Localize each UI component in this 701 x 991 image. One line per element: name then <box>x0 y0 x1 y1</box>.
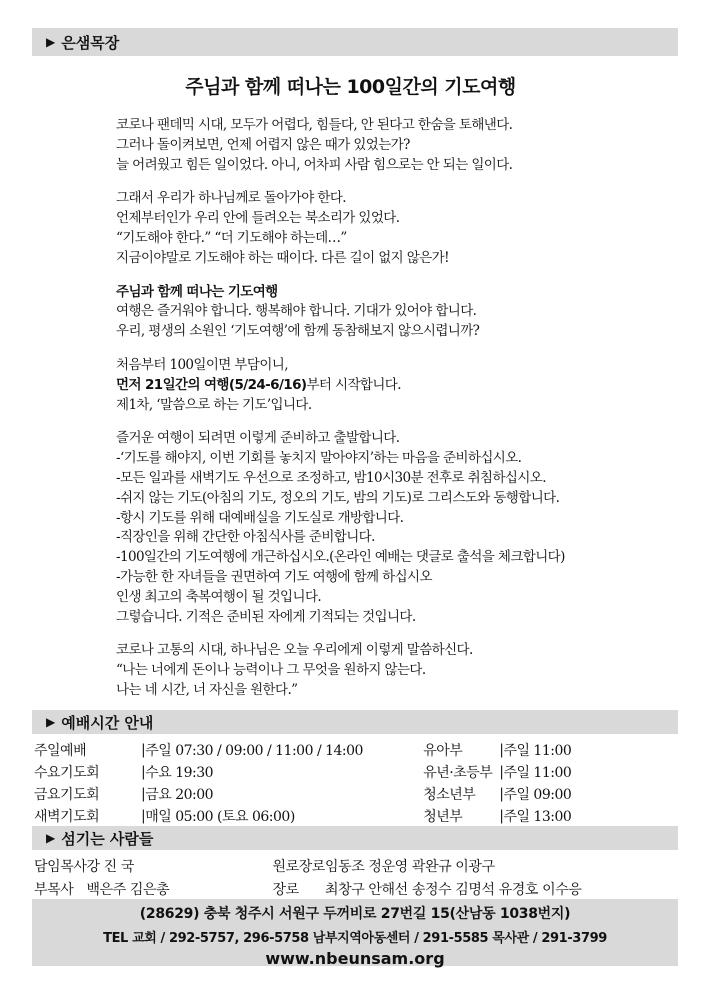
text-line: 그래서 우리가 하나님께로 돌아가야 한다. <box>116 190 346 207</box>
text-line: 인생 최고의 축복여행이 될 것입니다. <box>116 588 322 605</box>
service-time: 주일 07:30 / 09:00 / 11:00 / 14:00 <box>145 743 363 759</box>
footer-contact <box>32 899 678 966</box>
paragraph-4 <box>116 356 576 415</box>
church-address: (28629) 충북 청주시 서원구 두꺼비로 27번길 15(산남동 1038번지) <box>139 906 571 922</box>
divider: | <box>499 808 504 824</box>
text-line: -모든 일과를 새벽기도 우선으로 조정하고, 밤10시30분 전후로 취침하십시오. <box>116 469 546 486</box>
section-header-label: 예배시간 안내 <box>61 713 154 732</box>
triangle-right-icon: ▶ <box>46 35 56 49</box>
website-link[interactable]: www.nbeunsam.org <box>265 949 445 968</box>
paragraph-1 <box>116 116 576 175</box>
table-row <box>34 783 571 805</box>
text-line: -가능한 한 자녀들을 권면하여 기도 여행에 함께 하십시오 <box>116 568 432 585</box>
service-time: 주일 13:00 <box>503 809 572 825</box>
paragraph-3 <box>116 283 576 342</box>
staff-role: 장로 <box>272 881 299 898</box>
triangle-right-icon: ▶ <box>46 831 56 845</box>
text-line: -100일간의 기도여행에 개근하십시오.(온라인 예배는 댓글로 출석을 체크합니다) <box>116 549 565 566</box>
paragraph-5 <box>116 429 576 627</box>
service-name: 수요기도회 <box>34 765 100 781</box>
divider: | <box>141 808 146 824</box>
service-time: 매일 05:00 (토요 06:00) <box>145 809 295 825</box>
text-line: 코로나 팬데믹 시대, 모두가 어렵다, 힘들다, 안 된다고 한숨을 토해낸다. <box>116 117 513 133</box>
text-line: 여행은 즐거워야 합니다. 행복해야 합니다. 기대가 있어야 합니다. <box>116 303 477 320</box>
text-line: 즐거운 여행이 되려면 이렇게 준비하고 출발합니다. <box>116 430 400 447</box>
divider: | <box>499 742 504 758</box>
text-line: -‘기도를 해야지, 이번 기회를 놓치지 말아야지’하는 마음을 준비하십시오. <box>116 450 522 467</box>
article-body <box>116 116 576 715</box>
service-times-table <box>34 739 571 827</box>
paragraph-6 <box>116 641 576 700</box>
service-time: 주일 11:00 <box>503 765 572 781</box>
section-header-people <box>32 826 678 850</box>
text-line: 제1차, ‘말씀으로 하는 기도’입니다. <box>116 396 312 413</box>
service-time: 주일 09:00 <box>503 787 572 803</box>
text-line: 그렇습니다. 기적은 준비된 자에게 기적되는 것입니다. <box>116 608 416 625</box>
table-row <box>34 739 571 761</box>
table-row <box>34 761 571 783</box>
staff-role: 담임목사 <box>34 858 87 875</box>
text-line: 지금이야말로 기도해야 하는 때이다. 다른 길이 없지 않은가! <box>116 249 449 266</box>
service-name: 유아부 <box>423 743 463 759</box>
divider: | <box>499 764 504 780</box>
text-line: 처음부터 100일이면 부담이니, <box>116 356 288 373</box>
divider: | <box>141 764 146 780</box>
text-line: 그러나 돌이켜보면, 언제 어렵지 않은 때가 있었는가? <box>116 136 410 153</box>
text-line: 언제부터인가 우리 안에 들려오는 북소리가 있었다. <box>116 210 400 227</box>
table-row <box>34 805 571 827</box>
service-name: 주일예배 <box>34 743 87 759</box>
staff-role: 원로장로 <box>272 858 325 875</box>
text-line: -항시 기도를 위해 대예배실을 기도실로 개방합니다. <box>116 509 404 526</box>
staff-names: 강 진 국 <box>86 858 134 875</box>
paragraph-2 <box>116 189 576 268</box>
text-line: -직장인을 위해 간단한 아침식사를 준비합니다. <box>116 529 375 546</box>
table-row <box>34 877 581 900</box>
table-row <box>34 854 581 877</box>
service-name: 유년·초등부 <box>423 765 493 781</box>
text-line: 나는 네 시간, 너 자신을 원한다.” <box>116 681 298 698</box>
text-line: 우리, 평생의 소원인 ‘기도여행’에 함께 동참해보지 않으시렵니까? <box>116 323 480 340</box>
text-span: 부터 시작합니다. <box>306 376 401 393</box>
service-name: 청년부 <box>423 809 463 825</box>
section-header-label: 은샘목장 <box>61 33 120 52</box>
service-name: 금요기도회 <box>34 787 100 803</box>
service-name: 새벽기도회 <box>34 809 100 825</box>
divider: | <box>499 786 504 802</box>
bold-text: 먼저 21일간의 여행(5/24-6/16) <box>116 376 307 393</box>
staff-names: 백은주 김은총 <box>86 881 170 898</box>
text-line: “기도해야 한다.” “더 기도해야 하는데…” <box>116 229 347 246</box>
staff-role: 부목사 <box>34 881 74 898</box>
section-header-label: 섬기는 사람들 <box>61 829 154 848</box>
subheading: 주님과 함께 떠나는 기도여행 <box>116 283 278 300</box>
divider: | <box>141 786 146 802</box>
text-line: 늘 어려웠고 힘든 일이었다. 아니, 어차피 사람 힘으로는 안 되는 일이다. <box>116 156 513 173</box>
text-line: “나는 너에게 돈이나 능력이나 그 무엇을 원하지 않는다. <box>116 662 426 679</box>
text-line <box>116 376 576 396</box>
staff-names: 최창구 안해선 송정수 김명석 유경호 이수응 <box>325 881 582 898</box>
service-time: 수요 19:30 <box>145 765 214 781</box>
service-time: 주일 11:00 <box>503 743 572 759</box>
triangle-right-icon: ▶ <box>46 715 56 729</box>
service-name: 청소년부 <box>423 787 476 803</box>
text-line: 코로나 고통의 시대, 하나님은 오늘 우리에게 이렇게 말씀하신다. <box>116 642 473 659</box>
page-title: 주님과 함께 떠나는 100일간의 기도여행 <box>185 76 516 98</box>
staff-table <box>34 854 581 900</box>
text-line: -쉬지 않는 기도(아침의 기도, 정오의 기도, 밤의 기도)로 그리스도와 동행합니다. <box>116 489 560 506</box>
phone-numbers: TEL 교회 / 292-5757, 296-5758 남부지역아동센터 / 291-5585 목사관 / 291-3799 <box>103 931 607 946</box>
section-header-eunsaem <box>32 28 678 56</box>
section-header-services <box>32 710 678 734</box>
staff-names: 임동조 정운영 곽완규 이광구 <box>325 858 495 875</box>
divider: | <box>141 742 146 758</box>
service-time: 금요 20:00 <box>145 787 214 803</box>
